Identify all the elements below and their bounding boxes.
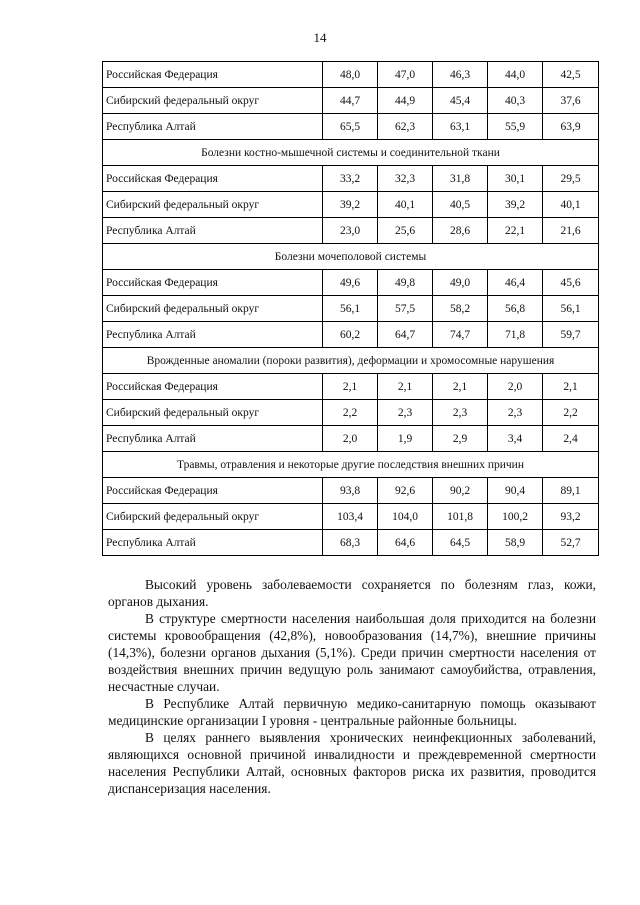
value-cell: 44,7 (323, 88, 378, 114)
value-cell: 21,6 (543, 218, 599, 244)
section-header-row (103, 452, 599, 478)
value-cell: 47,0 (378, 62, 433, 88)
value-cell: 45,6 (543, 270, 599, 296)
value-cell: 33,2 (323, 166, 378, 192)
value-cell: 52,7 (543, 530, 599, 556)
value-cell: 3,4 (488, 426, 543, 452)
region-cell: Сибирский федеральный округ (103, 88, 323, 114)
value-cell: 48,0 (323, 62, 378, 88)
table-row (103, 88, 599, 114)
value-cell: 93,2 (543, 504, 599, 530)
value-cell: 40,1 (543, 192, 599, 218)
value-cell: 49,8 (378, 270, 433, 296)
value-cell: 28,6 (433, 218, 488, 244)
value-cell: 30,1 (488, 166, 543, 192)
value-cell: 49,0 (433, 270, 488, 296)
value-cell: 40,1 (378, 192, 433, 218)
value-cell: 39,2 (488, 192, 543, 218)
table-row (103, 400, 599, 426)
paragraph: В целях раннего выявления хронических неинфекционных заболеваний, являющихся основной причиной инвалидности и преждевременной смертности населения Республики Алтай, основных факторов риска их развития, проводится диспансеризация населения. (108, 730, 596, 796)
region-cell: Республика Алтай (103, 426, 323, 452)
table-row (103, 322, 599, 348)
paragraph: В Республике Алтай первичную медико-санитарную помощь оказывают медицинские организации I уровня - центральные районные больницы. (108, 696, 596, 728)
region-cell: Российская Федерация (103, 270, 323, 296)
value-cell: 57,5 (378, 296, 433, 322)
value-cell: 40,5 (433, 192, 488, 218)
value-cell: 40,3 (488, 88, 543, 114)
value-cell: 2,2 (543, 400, 599, 426)
table-row (103, 270, 599, 296)
value-cell: 63,9 (543, 114, 599, 140)
value-cell: 92,6 (378, 478, 433, 504)
region-cell: Республика Алтай (103, 530, 323, 556)
value-cell: 22,1 (488, 218, 543, 244)
body-text (108, 576, 596, 797)
value-cell: 55,9 (488, 114, 543, 140)
value-cell: 2,3 (378, 400, 433, 426)
value-cell: 64,6 (378, 530, 433, 556)
value-cell: 90,2 (433, 478, 488, 504)
table-row (103, 62, 599, 88)
region-cell: Сибирский федеральный округ (103, 192, 323, 218)
region-cell: Республика Алтай (103, 218, 323, 244)
value-cell: 49,6 (323, 270, 378, 296)
section-title: Болезни мочеполовой системы (103, 244, 599, 270)
page-number: 14 (313, 30, 327, 45)
value-cell: 2,0 (323, 426, 378, 452)
table-row (103, 192, 599, 218)
value-cell: 45,4 (433, 88, 488, 114)
value-cell: 2,4 (543, 426, 599, 452)
value-cell: 42,5 (543, 62, 599, 88)
value-cell: 31,8 (433, 166, 488, 192)
value-cell: 39,2 (323, 192, 378, 218)
region-cell: Российская Федерация (103, 166, 323, 192)
region-cell: Республика Алтай (103, 114, 323, 140)
value-cell: 44,9 (378, 88, 433, 114)
region-cell: Сибирский федеральный округ (103, 504, 323, 530)
value-cell: 46,3 (433, 62, 488, 88)
value-cell: 29,5 (543, 166, 599, 192)
value-cell: 32,3 (378, 166, 433, 192)
value-cell: 1,9 (378, 426, 433, 452)
value-cell: 2,3 (488, 400, 543, 426)
value-cell: 68,3 (323, 530, 378, 556)
section-title: Врожденные аномалии (пороки развития), деформации и хромосомные нарушения (103, 348, 599, 374)
value-cell: 44,0 (488, 62, 543, 88)
value-cell: 2,1 (433, 374, 488, 400)
value-cell: 58,2 (433, 296, 488, 322)
value-cell: 58,9 (488, 530, 543, 556)
region-cell: Сибирский федеральный округ (103, 400, 323, 426)
value-cell: 65,5 (323, 114, 378, 140)
table-row (103, 114, 599, 140)
value-cell: 74,7 (433, 322, 488, 348)
value-cell: 93,8 (323, 478, 378, 504)
region-cell: Российская Федерация (103, 478, 323, 504)
value-cell: 56,1 (543, 296, 599, 322)
table-row (103, 166, 599, 192)
value-cell: 2,1 (378, 374, 433, 400)
value-cell: 100,2 (488, 504, 543, 530)
value-cell: 2,1 (323, 374, 378, 400)
value-cell: 2,3 (433, 400, 488, 426)
table-row (103, 478, 599, 504)
value-cell: 60,2 (323, 322, 378, 348)
table-row (103, 530, 599, 556)
value-cell: 2,2 (323, 400, 378, 426)
value-cell: 71,8 (488, 322, 543, 348)
paragraph: В структуре смертности населения наибольшая доля приходится на болезни системы кровообращения (42,8%), новообразования (14,7%), внешние причины (14,3%), болезни органов дыхания (5,1%). Среди причин смертности населения от воздействия внешних причин ведущую роль занимают самоубийства, отравления, несчастные случаи. (108, 611, 596, 694)
value-cell: 46,4 (488, 270, 543, 296)
region-cell: Республика Алтай (103, 322, 323, 348)
table-row (103, 218, 599, 244)
value-cell: 56,1 (323, 296, 378, 322)
value-cell: 2,0 (488, 374, 543, 400)
value-cell: 101,8 (433, 504, 488, 530)
table-row (103, 504, 599, 530)
section-header-row (103, 140, 599, 166)
region-cell: Российская Федерация (103, 374, 323, 400)
section-title: Болезни костно-мышечной системы и соединительной ткани (103, 140, 599, 166)
value-cell: 64,7 (378, 322, 433, 348)
table-row (103, 426, 599, 452)
value-cell: 2,1 (543, 374, 599, 400)
paragraph: Высокий уровень заболеваемости сохраняется по болезням глаз, кожи, органов дыхания. (108, 577, 596, 609)
value-cell: 25,6 (378, 218, 433, 244)
value-cell: 62,3 (378, 114, 433, 140)
value-cell: 56,8 (488, 296, 543, 322)
morbidity-table (102, 61, 599, 556)
value-cell: 23,0 (323, 218, 378, 244)
value-cell: 37,6 (543, 88, 599, 114)
value-cell: 2,9 (433, 426, 488, 452)
value-cell: 63,1 (433, 114, 488, 140)
value-cell: 90,4 (488, 478, 543, 504)
value-cell: 104,0 (378, 504, 433, 530)
section-title: Травмы, отравления и некоторые другие последствия внешних причин (103, 452, 599, 478)
section-header-row (103, 244, 599, 270)
table-row (103, 296, 599, 322)
region-cell: Российская Федерация (103, 62, 323, 88)
table-row (103, 374, 599, 400)
value-cell: 103,4 (323, 504, 378, 530)
region-cell: Сибирский федеральный округ (103, 296, 323, 322)
value-cell: 89,1 (543, 478, 599, 504)
value-cell: 64,5 (433, 530, 488, 556)
section-header-row (103, 348, 599, 374)
value-cell: 59,7 (543, 322, 599, 348)
